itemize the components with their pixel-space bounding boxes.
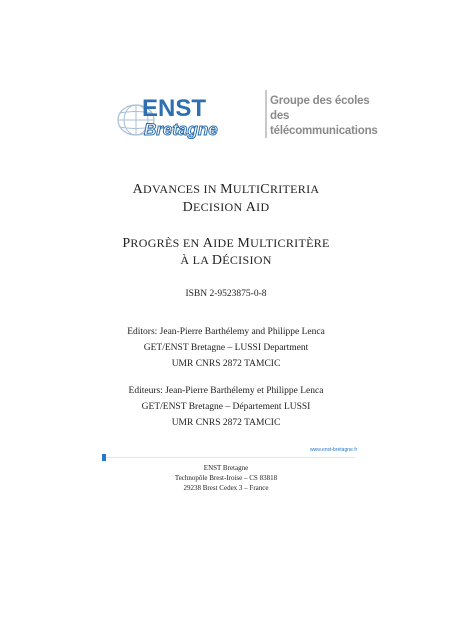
editors-fr-names: Editeurs: Jean-Pierre Barthélemy et Philippe Lenca: [128, 386, 324, 396]
title-part: À LA: [180, 253, 212, 267]
title-part: M: [237, 236, 251, 251]
address-line1: ENST Bretagne: [203, 464, 249, 472]
title-part: ULTICRITÈRE: [250, 236, 330, 250]
isbn: ISBN 2-9523875-0-8: [185, 289, 267, 299]
title-part: IDE: [213, 236, 238, 250]
title-part: A: [245, 200, 257, 215]
title-part: D: [211, 253, 223, 268]
title-part: ID: [256, 200, 270, 214]
logo-enst-text: ENST: [142, 95, 207, 122]
logo-divider: [265, 90, 267, 138]
logo-group-text: [270, 94, 378, 139]
english-title-line1: [0, 182, 452, 198]
publisher-address: [0, 463, 452, 493]
address-line3: 29238 Brest Cedex 3 – France: [183, 484, 269, 492]
title-part: DVANCES IN: [143, 182, 221, 196]
title-part: ÉCISION: [222, 253, 272, 267]
editors-fr-unit: UMR CNRS 2872 TAMCIC: [171, 418, 281, 428]
editors-en-unit: UMR CNRS 2872 TAMCIC: [171, 359, 281, 369]
title-part: D: [182, 200, 193, 215]
editors-fr-affiliation: GET/ENST Bretagne – Département LUSSI: [141, 402, 311, 412]
title-part: C: [260, 182, 270, 197]
title-part: A: [202, 236, 214, 251]
french-title-line2: [0, 253, 452, 269]
english-title-line2: [0, 200, 452, 216]
title-part: M: [220, 182, 233, 197]
footer-rule: [102, 457, 355, 458]
enst-bretagne-logo: [112, 88, 252, 142]
editors-en-affiliation: GET/ENST Bretagne – LUSSI Department: [143, 343, 309, 353]
title-part: RITERIA: [269, 182, 320, 196]
editors-fr-block: [0, 383, 452, 431]
title-part: ECISION: [193, 200, 246, 214]
title-part: P: [122, 236, 131, 251]
french-title-line1: [0, 236, 452, 252]
title-part: A: [132, 182, 144, 197]
address-line2: Technopôle Brest-Iroise – CS 83818: [174, 474, 278, 482]
website-link[interactable]: www.enst-bretagne.fr: [310, 447, 358, 453]
title-part: ULTI: [232, 182, 261, 196]
editors-en-names: Editors: Jean-Pierre Barthélemy and Philippe Lenca: [127, 327, 325, 337]
logo-group-line2: des télécommunications: [270, 110, 378, 137]
editors-en-block: [0, 324, 452, 372]
logo-bretagne-text: Bretagne: [144, 120, 218, 139]
footer-marker: [102, 454, 106, 461]
title-part: ROGRÈS EN: [130, 236, 203, 250]
logo-group-line1: Groupe des écoles: [270, 95, 370, 107]
